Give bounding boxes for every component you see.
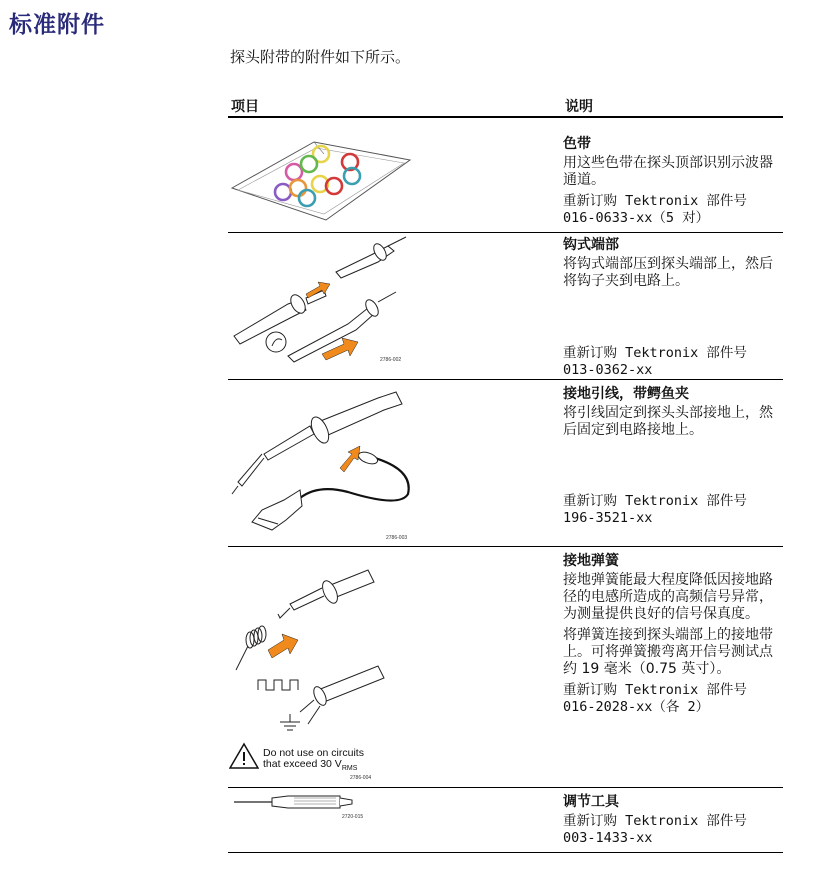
item-name: 调节工具 <box>563 794 619 810</box>
warning-line-1: Do not use on circuits <box>263 747 364 759</box>
item-description: 将钩式端部压到探头端部上，然后将钩子夹到电路上。 <box>563 256 773 289</box>
table-row-ground-spring <box>563 553 785 716</box>
color-bands-illustration <box>228 120 418 230</box>
table-row-adjustment-tool <box>563 794 785 847</box>
item-description: 接地弹簧能最大程度降低因接地路径的电感所造成的高频信号异常，为测量提供良好的信号保真度。 <box>563 572 773 622</box>
figure-code: 2786-002 <box>380 357 402 363</box>
table-row-color-bands <box>563 136 785 227</box>
item-description: 将弹簧连接到探头端部上的接地带上。可将弹簧搬弯离开信号测试点约 19 毫米（0.75 英寸）。 <box>563 627 773 677</box>
part-number: 013-0362-xx <box>563 362 653 378</box>
reorder-label: 重新订购 Tektronix 部件号 <box>563 193 747 209</box>
item-name: 接地弹簧 <box>563 553 619 569</box>
part-number: 016-0633-xx（5 对） <box>563 210 710 226</box>
table-bottom-rule <box>228 852 783 853</box>
page-title: 标准附件 <box>9 12 105 38</box>
column-header-item: 项目 <box>231 99 259 115</box>
ground-lead-illustration <box>228 382 418 544</box>
row-divider <box>228 546 783 547</box>
reorder-label: 重新订购 Tektronix 部件号 <box>563 345 747 361</box>
column-header-description: 说明 <box>565 99 593 115</box>
figure-code: 2786-003 <box>386 535 408 541</box>
row-divider <box>228 787 783 788</box>
reorder-label: 重新订购 Tektronix 部件号 <box>563 682 747 698</box>
warning-subscript: RMS <box>341 765 358 773</box>
hook-tip-illustration <box>228 234 418 376</box>
table-header-rule <box>228 116 783 118</box>
part-number: 016-2028-xx（各 2） <box>563 699 710 715</box>
adjustment-tool-illustration <box>228 790 418 820</box>
figure-code: 2786-004 <box>350 775 372 781</box>
intro-text: 探头附带的附件如下所示。 <box>230 48 411 66</box>
item-name: 钩式端部 <box>563 237 619 253</box>
reorder-label: 重新订购 Tektronix 部件号 <box>563 493 747 509</box>
item-description: 用这些色带在探头顶部识别示波器通道。 <box>563 155 773 188</box>
figure-code: 2720-015 <box>342 814 364 820</box>
table-row-hook-tip <box>563 237 785 294</box>
item-name: 接地引线，带鳄鱼夹 <box>563 386 689 402</box>
warning-icon <box>229 742 259 770</box>
part-number: 196-3521-xx <box>563 510 653 526</box>
item-description: 将引线固定到探头头部接地上，然后固定到电路接地上。 <box>563 405 773 438</box>
table-row-ground-lead <box>563 386 785 443</box>
item-name: 色带 <box>563 136 591 152</box>
part-number: 003-1433-xx <box>563 830 653 846</box>
ground-spring-illustration <box>228 550 418 740</box>
reorder-label: 重新订购 Tektronix 部件号 <box>563 813 747 829</box>
row-divider <box>228 232 783 233</box>
row-divider <box>228 379 783 380</box>
warning-line-2: that exceed 30 V <box>263 758 342 770</box>
